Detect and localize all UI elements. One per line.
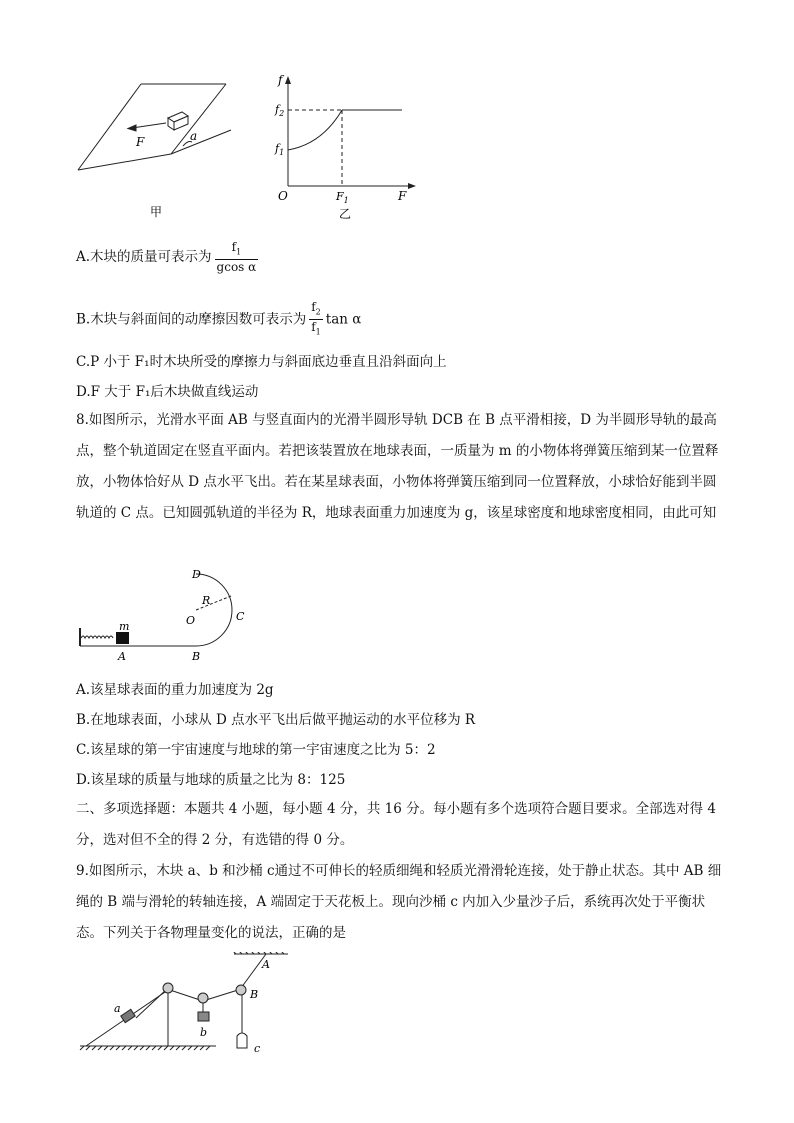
- block-m: [116, 632, 129, 644]
- label-f1: $f_1$: [275, 142, 285, 157]
- q7-option-a: [76, 240, 261, 275]
- axis-x-label: F: [398, 189, 407, 203]
- label-A: A: [262, 958, 270, 971]
- rope-to-b: [170, 990, 200, 1000]
- figure-yi: [272, 68, 422, 220]
- label-m: m: [119, 620, 130, 633]
- block-b: [198, 1012, 209, 1021]
- q7-option-a-text: A.木块的质量可表示为: [76, 249, 212, 266]
- caption-yi: 乙: [339, 207, 352, 220]
- semicircle-track: [196, 574, 232, 646]
- q8-option-c: C.该星球的第一宇宙速度与地球的第一宇宙速度之比为 5：2: [76, 742, 436, 758]
- spring: [81, 636, 113, 638]
- label-a: a: [190, 129, 198, 143]
- q7-option-c: C.P 小于 F₁时木块所受的摩擦力与斜面底边垂直且沿斜面向上: [76, 354, 447, 370]
- section-2-heading: 二、多项选择题：本题共 4 小题，每小题 4 分，共 16 分。每小题有多个选项符合题目要求。全部选对得 4 分，选对但不全的得 2 分，有选错的得 0 分。: [76, 801, 716, 848]
- bucket-c: [237, 1033, 247, 1048]
- block: [168, 112, 188, 130]
- q8-option-d: D.该星球的质量与地球的质量之比为 8：125: [76, 772, 346, 788]
- label-F1: $F_1$: [336, 190, 349, 205]
- q8-option-a: A.该星球表面的重力加速度为 2g: [76, 682, 274, 698]
- figure-jia: [76, 70, 246, 220]
- caption-jia: 甲: [150, 205, 163, 219]
- incline-bottom-edge: [78, 154, 171, 170]
- rope-a: [136, 988, 168, 1018]
- q7-option-b: B.木块与斜面间的动摩擦因数可表示为 $\frac{f_2}{f_1}$ tan α: [76, 300, 361, 340]
- q7-option-d: D.F 大于 F₁后木块做直线运动: [76, 384, 259, 400]
- axis-y-label: f: [278, 73, 283, 87]
- pulley-B: [236, 985, 246, 995]
- q8-option-b: B.在地球表面，小球从 D 点水平飞出后做平抛运动的水平位移为 R: [76, 712, 476, 728]
- label-R: R: [202, 594, 211, 607]
- y-arrow: [285, 76, 291, 84]
- label-b: b: [200, 1026, 208, 1039]
- origin-label: O: [278, 189, 288, 203]
- label-B: B: [250, 988, 259, 1001]
- pulley-1: [163, 983, 173, 993]
- label-C: C: [236, 610, 245, 623]
- force-arrow: [128, 123, 166, 131]
- label-O: O: [186, 614, 196, 627]
- label-B: B: [192, 650, 201, 663]
- fraction: $\frac{f_2}{f_1}$: [311, 300, 321, 337]
- label-D: D: [192, 568, 201, 581]
- ground-hatch: [80, 1046, 210, 1050]
- x-arrow: [408, 183, 416, 189]
- fraction: $\frac{f_1}{\text{gcos α}}$: [216, 240, 257, 275]
- label-a: a: [114, 1002, 121, 1015]
- label-A: A: [118, 650, 126, 663]
- label-f2: $f_2$: [275, 103, 285, 118]
- label-c: c: [254, 1042, 261, 1055]
- pulley-b: [198, 993, 208, 1003]
- rope-to-B: [206, 990, 238, 1000]
- q8-stem: 8.如图所示，光滑水平面 AB 与竖直面内的光滑半圆形导轨 DCB 在 B 点平滑相接，D 为半圆形导轨的最高点，整个轨道固定在竖直平面内。若把该装置放在地球表面，一质量为 m 的小物体将弹簧压缩到某一位置释放，小物体恰好从 D 点水平飞出。若在某星球表面，小物体将弹簧压缩到同一位置释放，小球恰好能到半圆轨道的 C 点。已知圆弧轨道的半径为 R，地球表面重力加速度为 g，该星球密度和地球密度相同，由此可知: [76, 412, 719, 521]
- q9-stem: 9.如图所示，木块 a、b 和沙桶 c通过不可伸长的轻质细绳和轻质光滑滑轮连接，处于静止状态。其中 AB 细绳的 B 端与滑轮的转轴连接，A 端固定于天花板上。现向沙桶 c 内加入少量沙子后，系统再次处于平衡状态。下列关于各物理量变化的说法，正确的是: [76, 863, 722, 941]
- q7-option-b-text: B.木块与斜面间的动摩擦因数可表示为: [76, 311, 307, 328]
- figure-q9: [76, 952, 306, 1057]
- label-F: F: [136, 135, 145, 149]
- curve: [288, 110, 342, 150]
- figure-q8: [76, 562, 266, 674]
